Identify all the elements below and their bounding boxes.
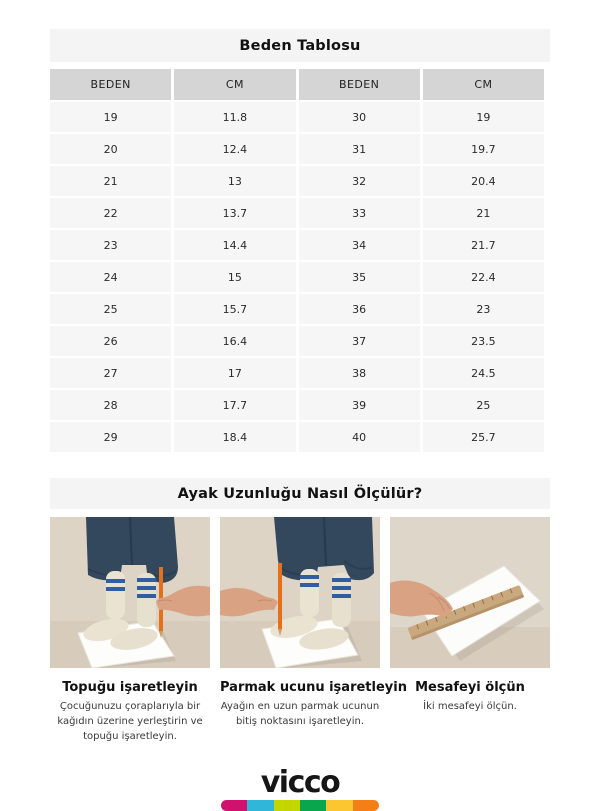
column-header: CM (423, 69, 544, 100)
table-cell: 34 (299, 230, 420, 260)
table-cell: 39 (299, 390, 420, 420)
table-cell: 15.7 (174, 294, 295, 324)
measure-section-title: Ayak Uzunluğu Nasıl Ölçülür? (177, 485, 423, 502)
table-row (50, 326, 544, 356)
table-cell: 32 (299, 166, 420, 196)
table-cell: 20 (50, 134, 171, 164)
brand-bar-segment (274, 800, 300, 811)
table-row (50, 198, 544, 228)
table-cell: 35 (299, 262, 420, 292)
table-cell: 23 (423, 294, 544, 324)
table-cell: 13.7 (174, 198, 295, 228)
table-cell: 23.5 (423, 326, 544, 356)
step1-title: Topuğu işaretleyin (62, 680, 198, 695)
step2-description: Ayağın en uzun parmak ucunun bitiş noktasını işaretleyin. (220, 701, 380, 727)
table-cell: 21 (423, 198, 544, 228)
brand-rainbow-bar (221, 800, 379, 811)
table-cell: 19 (423, 102, 544, 132)
table-cell: 31 (299, 134, 420, 164)
table-cell: 19.7 (423, 134, 544, 164)
size-table-header-row (50, 69, 544, 100)
table-row (50, 358, 544, 388)
measure-step-3 (390, 517, 550, 744)
step3-title: Mesafeyi ölçün (415, 680, 525, 695)
table-cell: 16.4 (174, 326, 295, 356)
column-header: CM (174, 69, 295, 100)
step1-description: Çocuğunuzu çoraplarıyla bir kağıdın üzerine yerleştirin ve topuğu işaretleyin. (57, 701, 203, 742)
table-cell: 18.4 (174, 422, 295, 452)
brand-bar-segment (247, 800, 273, 811)
brand-logo-text: vicco (260, 765, 340, 800)
table-row (50, 262, 544, 292)
measure-step-2 (220, 517, 407, 744)
table-cell: 22.4 (423, 262, 544, 292)
table-cell: 25 (50, 294, 171, 324)
table-cell: 30 (299, 102, 420, 132)
table-row (50, 390, 544, 420)
step2-photo-mark-toe-image (220, 517, 380, 668)
table-cell: 14.4 (174, 230, 295, 260)
size-table-title: Beden Tablosu (239, 37, 361, 54)
brand-bar-segment (353, 800, 379, 811)
table-row (50, 134, 544, 164)
step3-photo-measure-with-ruler-image (390, 517, 550, 668)
table-cell: 25 (423, 390, 544, 420)
table-row (50, 422, 544, 452)
table-cell: 24.5 (423, 358, 544, 388)
table-cell: 21 (50, 166, 171, 196)
table-cell: 17.7 (174, 390, 295, 420)
table-cell: 26 (50, 326, 171, 356)
table-cell: 11.8 (174, 102, 295, 132)
table-cell: 33 (299, 198, 420, 228)
size-table-header (50, 69, 544, 100)
table-row (50, 102, 544, 132)
table-cell: 17 (174, 358, 295, 388)
table-cell: 40 (299, 422, 420, 452)
size-table-body (50, 102, 544, 452)
table-cell: 23 (50, 230, 171, 260)
table-cell: 36 (299, 294, 420, 324)
brand-bar-segment (221, 800, 247, 811)
table-row (50, 230, 544, 260)
size-table-title-bar (50, 29, 550, 62)
table-cell: 29 (50, 422, 171, 452)
step3-description: İki mesafeyi ölçün. (423, 701, 517, 712)
table-row (50, 166, 544, 196)
orange-pencil (278, 563, 282, 636)
measure-steps (50, 517, 550, 744)
step2-title: Parmak ucunu işaretleyin (220, 680, 407, 695)
brand-bar-segment (300, 800, 326, 811)
table-cell: 22 (50, 198, 171, 228)
step1-photo-mark-heel-image (50, 517, 210, 668)
column-header: BEDEN (50, 69, 171, 100)
table-cell: 21.7 (423, 230, 544, 260)
table-cell: 20.4 (423, 166, 544, 196)
table-cell: 24 (50, 262, 171, 292)
table-cell: 12.4 (174, 134, 295, 164)
table-cell: 27 (50, 358, 171, 388)
column-header: BEDEN (299, 69, 420, 100)
table-cell: 28 (50, 390, 171, 420)
table-cell: 15 (174, 262, 295, 292)
brand-bar-segment (326, 800, 352, 811)
table-cell: 38 (299, 358, 420, 388)
size-table (47, 67, 547, 454)
table-row (50, 294, 544, 324)
table-cell: 19 (50, 102, 171, 132)
measure-step-1 (50, 517, 210, 744)
measure-section-title-bar (50, 478, 550, 509)
table-cell: 13 (174, 166, 295, 196)
brand-footer (50, 765, 550, 811)
table-cell: 25.7 (423, 422, 544, 452)
table-cell: 37 (299, 326, 420, 356)
